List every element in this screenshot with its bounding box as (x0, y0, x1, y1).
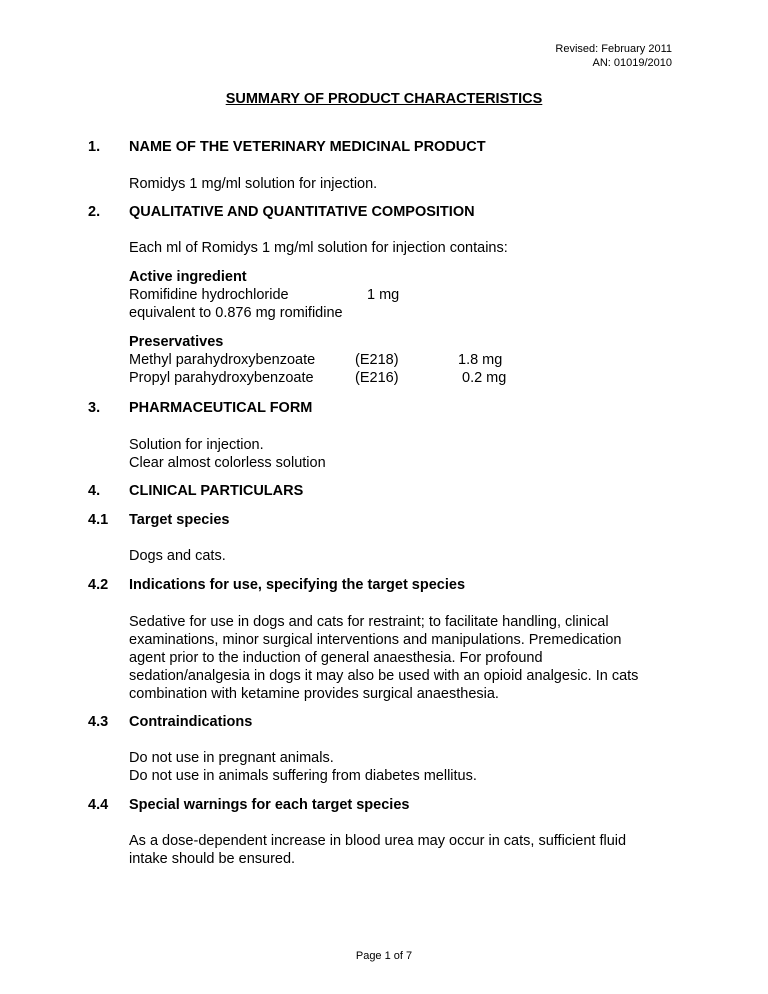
form-text: Solution for injection. (129, 437, 264, 453)
indications-paragraph (129, 613, 668, 703)
subsection-heading: Indications for use, specifying the target species (129, 577, 466, 593)
preservative-name: Propyl parahydroxybenzoate (129, 370, 314, 386)
section-heading: CLINICAL PARTICULARS (129, 483, 304, 499)
section-number: 2. (88, 204, 101, 220)
active-ingredient-heading: Active ingredient (129, 269, 247, 285)
subsection-number: 4.4 (88, 797, 109, 813)
preservative-amount: 0.2 mg (462, 370, 507, 386)
subsection-heading: Contraindications (129, 714, 253, 730)
paragraph-line: examinations, minor surgical interventions and manipulations. Premedication (129, 632, 622, 648)
preservatives-heading: Preservatives (129, 334, 224, 350)
active-ingredient-equivalent: equivalent to 0.876 mg romifidine (129, 305, 343, 321)
target-species-text: Dogs and cats. (129, 548, 226, 564)
an-number: AN: 01019/2010 (592, 57, 672, 69)
section-heading: PHARMACEUTICAL FORM (129, 400, 313, 416)
active-ingredient-name: Romifidine hydrochloride (129, 287, 289, 303)
subsection-number: 4.2 (88, 577, 109, 593)
section-heading: QUALITATIVE AND QUANTITATIVE COMPOSITION (129, 204, 475, 220)
preservative-code: (E218) (355, 352, 399, 368)
section-number: 4. (88, 483, 101, 499)
section-number: 1. (88, 139, 101, 155)
subsection-number: 4.1 (88, 512, 109, 528)
subsection-heading: Special warnings for each target species (129, 797, 410, 813)
preservative-name: Methyl parahydroxybenzoate (129, 352, 316, 368)
composition-intro: Each ml of Romidys 1 mg/ml solution for injection contains: (129, 240, 508, 256)
preservative-code: (E216) (355, 370, 399, 386)
preservative-amount: 1.8 mg (458, 352, 503, 368)
subsection-number: 4.3 (88, 714, 109, 730)
paragraph-line: sedation/analgesia in dogs it may also be used with an opioid analgesic. In cats (129, 668, 639, 684)
warnings-text: intake should be ensured. (129, 851, 296, 867)
page-number: Page 1 of 7 (355, 950, 413, 962)
section-heading: NAME OF THE VETERINARY MEDICINAL PRODUCT (129, 139, 486, 155)
paragraph-line: combination with ketamine provides surgical anaesthesia. (129, 686, 499, 702)
contraindication-text: Do not use in animals suffering from diabetes mellitus. (129, 768, 477, 784)
warnings-text: As a dose-dependent increase in blood urea may occur in cats, sufficient fluid (129, 833, 627, 849)
product-name: Romidys 1 mg/ml solution for injection. (129, 176, 378, 192)
form-text: Clear almost colorless solution (129, 455, 326, 471)
document-title: SUMMARY OF PRODUCT CHARACTERISTICS (225, 91, 543, 107)
revised-date: Revised: February 2011 (555, 43, 672, 55)
section-number: 3. (88, 400, 101, 416)
paragraph-line: Sedative for use in dogs and cats for restraint; to facilitate handling, clinical (129, 614, 609, 630)
paragraph-line: agent prior to the induction of general anaesthesia. For profound (129, 650, 543, 666)
active-ingredient-amount: 1 mg (367, 287, 400, 303)
subsection-heading: Target species (129, 512, 230, 528)
contraindication-text: Do not use in pregnant animals. (129, 750, 334, 766)
